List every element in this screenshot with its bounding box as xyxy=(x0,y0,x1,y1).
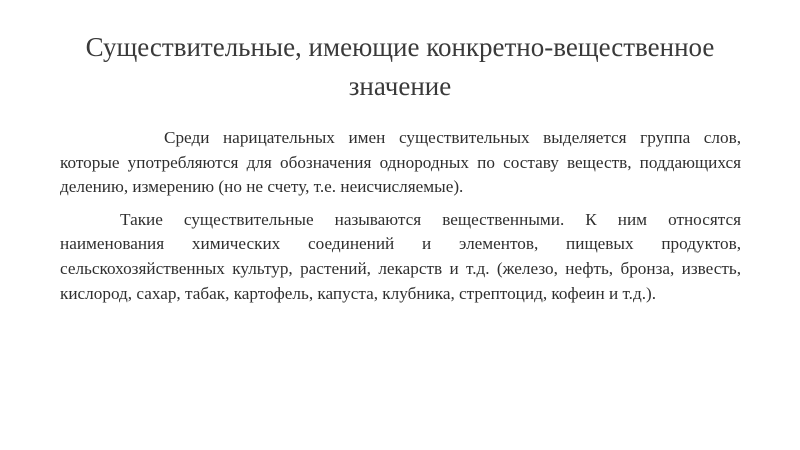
slide-title: Существительные, имеющие конкретно-вещественное значение xyxy=(85,32,715,101)
paragraph-2: Такие существительные называются вещественными. К ним относятся наименования химических соединений и элементов, пищевых продуктов, сельскохозяйственных культур, растений, лекарств и т.д. (железо, нефть, бронза, известь, кислород, сахар, табак, картофель, капуста, клубника, стрептоцид, кофеин и т.д.). xyxy=(60,209,741,303)
slide-body xyxy=(60,126,741,306)
paragraph-1: Среди нарицательных имен существительных выделяется группа слов, которые употребляются для обозначения однородных по составу веществ, поддающихся делению, измерению (но не счету, т.е. неисчисляемые). xyxy=(60,128,741,197)
